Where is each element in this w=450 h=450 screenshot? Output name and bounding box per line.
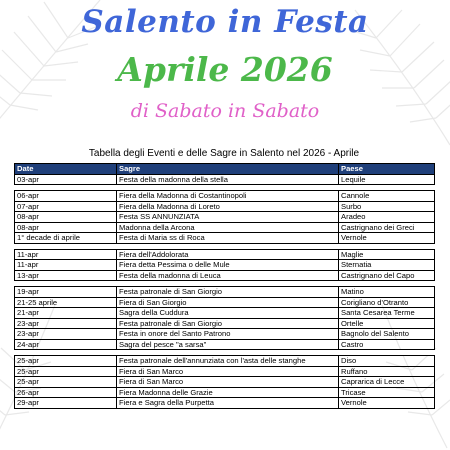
- cell-town: Santa Cesarea Terme: [339, 308, 435, 319]
- table-row: [15, 249, 435, 260]
- cell-town: Ortelle: [339, 318, 435, 329]
- cell-date: 11-apr: [15, 260, 117, 271]
- cell-event: Fiera e Sagra della Purpetta: [117, 398, 339, 409]
- cell-town: Vernole: [339, 233, 435, 244]
- cell-date: 03-apr: [15, 174, 117, 185]
- table-row: [15, 201, 435, 212]
- cell-town: Tricase: [339, 387, 435, 398]
- cell-event: Sagra della Cuddura: [117, 308, 339, 319]
- cell-event: Festa SS ANNUNZIATA: [117, 212, 339, 223]
- table-row: [15, 387, 435, 398]
- cell-event: Fiera della Madonna di Loreto: [117, 201, 339, 212]
- table-row: [15, 398, 435, 409]
- table-row: [15, 191, 435, 202]
- cell-event: Fiera della Madonna di Costantinopoli: [117, 191, 339, 202]
- cell-town: Castrignano del Capo: [339, 270, 435, 281]
- cell-town: Castro: [339, 339, 435, 350]
- table-row: [15, 318, 435, 329]
- cell-date: 08-apr: [15, 222, 117, 233]
- cell-event: Festa di Maria ss di Roca: [117, 233, 339, 244]
- table-row: [15, 287, 435, 298]
- cell-date: 26-apr: [15, 387, 117, 398]
- cell-town: Ruffano: [339, 366, 435, 377]
- cell-date: 13-apr: [15, 270, 117, 281]
- table-row: [15, 260, 435, 271]
- table-row: [15, 270, 435, 281]
- cell-event: Festa in onore del Santo Patrono: [117, 329, 339, 340]
- table-row: [15, 222, 435, 233]
- cell-town: Castrignano dei Greci: [339, 222, 435, 233]
- table-row: [15, 329, 435, 340]
- cell-event: Fiera di San Marco: [117, 366, 339, 377]
- table-row: [15, 212, 435, 223]
- table-row: [15, 339, 435, 350]
- cell-date: 25-apr: [15, 377, 117, 388]
- cell-date: 23-apr: [15, 329, 117, 340]
- cell-town: Bagnolo del Salento: [339, 329, 435, 340]
- tagline: di Sabato in Sabato: [130, 100, 320, 122]
- cell-event: Festa patronale di San Giorgio: [117, 287, 339, 298]
- table-row: [15, 366, 435, 377]
- cell-event: Fiera detta Pessima o delle Mule: [117, 260, 339, 271]
- table-row: [15, 356, 435, 367]
- month-subtitle: Aprile 2026: [117, 50, 333, 89]
- cell-date: 21-25 aprile: [15, 297, 117, 308]
- cell-date: 21-apr: [15, 308, 117, 319]
- cell-date: 11-apr: [15, 249, 117, 260]
- cell-town: Corigliano d'Otranto: [339, 297, 435, 308]
- cell-event: Fiera di San Marco: [117, 377, 339, 388]
- cell-event: Festa patronale dell'annunziata con l'asta delle stanghe: [117, 356, 339, 367]
- events-table: [14, 163, 434, 409]
- column-header-sagre: Sagre: [117, 164, 339, 175]
- cell-date: 19-apr: [15, 287, 117, 298]
- cell-town: Matino: [339, 287, 435, 298]
- cell-date: 1° decade di aprile: [15, 233, 117, 244]
- cell-date: 25-apr: [15, 366, 117, 377]
- table-row: [15, 377, 435, 388]
- cell-date: 07-apr: [15, 201, 117, 212]
- cell-town: Vernole: [339, 398, 435, 409]
- cell-date: 24-apr: [15, 339, 117, 350]
- cell-town: Sternatia: [339, 260, 435, 271]
- cell-town: Cannole: [339, 191, 435, 202]
- cell-date: 06-apr: [15, 191, 117, 202]
- cell-date: 08-apr: [15, 212, 117, 223]
- table-row: [15, 297, 435, 308]
- cell-event: Fiera Madonna delle Grazie: [117, 387, 339, 398]
- cell-date: 25-apr: [15, 356, 117, 367]
- cell-town: Surbo: [339, 201, 435, 212]
- table-row: [15, 308, 435, 319]
- cell-event: Madonna della Arcona: [117, 222, 339, 233]
- table-header-row: [15, 164, 435, 175]
- cell-town: Caprarica di Lecce: [339, 377, 435, 388]
- cell-event: Festa della madonna della stella: [117, 174, 339, 185]
- column-header-paese: Paese: [339, 164, 435, 175]
- cell-town: Maglie: [339, 249, 435, 260]
- table-caption: Tabella degli Eventi e delle Sagre in Salento nel 2026 - Aprile: [88, 148, 360, 159]
- cell-town: Aradeo: [339, 212, 435, 223]
- cell-date: 29-apr: [15, 398, 117, 409]
- cell-event: Festa patronale di San Giorgio: [117, 318, 339, 329]
- cell-event: Fiera dell'Addolorata: [117, 249, 339, 260]
- table-row: [15, 174, 435, 185]
- cell-town: Diso: [339, 356, 435, 367]
- table-row: [15, 233, 435, 244]
- cell-town: Lequile: [339, 174, 435, 185]
- cell-event: Festa della madonna di Leuca: [117, 270, 339, 281]
- column-header-date: Date: [15, 164, 117, 175]
- cell-date: 23-apr: [15, 318, 117, 329]
- page-title: Salento in Festa: [81, 4, 369, 40]
- cell-event: Fiera di San Giorgio: [117, 297, 339, 308]
- cell-event: Sagra del pesce "a sarsa": [117, 339, 339, 350]
